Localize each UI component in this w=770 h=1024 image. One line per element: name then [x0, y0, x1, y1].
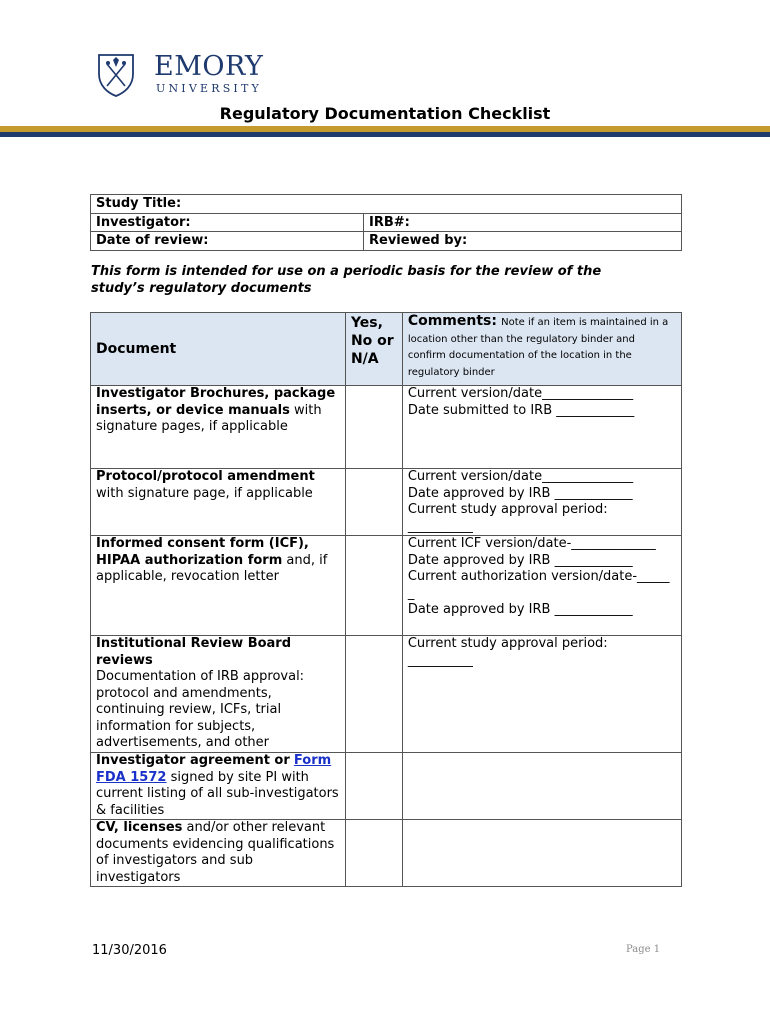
yes-no-na-cell[interactable]: [345, 636, 402, 753]
header-comments: [402, 313, 681, 386]
comment-line: Current version/date______________: [407, 469, 634, 484]
comments-cell[interactable]: [402, 386, 681, 469]
yes-no-na-cell[interactable]: [345, 820, 402, 887]
document-detail: signed by site PI with current listing of all sub-investigators & facilities: [96, 769, 339, 818]
comments-cell[interactable]: [402, 636, 681, 753]
logo-name: EMORY: [154, 51, 264, 82]
emory-shield-icon: [96, 52, 136, 98]
table-row: [91, 636, 682, 753]
date-of-review-field[interactable]: Date of review:: [91, 232, 364, 251]
header-yes-no-na: Yes, No or N/A: [345, 313, 402, 386]
checklist-table: [90, 312, 682, 887]
document-cell: [91, 753, 346, 820]
comment-line: Current authorization version/date-______: [407, 569, 670, 601]
table-row: [91, 820, 682, 887]
document-title: CV, licenses: [96, 820, 183, 835]
footer-date: 11/30/2016: [92, 943, 167, 958]
document-cell: [91, 820, 346, 887]
comment-line: Current ICF version/date-_____________: [407, 536, 656, 551]
header-comments-title: Comments:: [407, 313, 497, 329]
header-document: Document: [91, 313, 346, 386]
document-title: Investigator Brochures, package inserts, or device manuals: [96, 386, 336, 418]
comment-line: Current version/date______________: [407, 386, 634, 401]
header-band-blue: [0, 132, 770, 137]
document-detail: with signature pages, if applicable: [96, 402, 322, 434]
document-cell: [91, 536, 346, 636]
logo-subtitle: UNIVERSITY: [156, 82, 262, 95]
comment-line: Current study approval period: __________: [407, 502, 608, 534]
document-cell: [91, 636, 346, 753]
comment-line: Date approved by IRB ____________: [407, 552, 633, 568]
irb-field[interactable]: IRB#:: [364, 213, 682, 232]
intro-text: This form is intended for use on a periodic basis for the review of the study’s regulatory documents: [91, 264, 602, 296]
study-title-field[interactable]: Study Title:: [91, 195, 682, 214]
emory-logo: [96, 52, 276, 102]
form-fda-1572-link[interactable]: Form FDA 1572: [96, 753, 332, 785]
document-detail: with signature page, if applicable: [96, 485, 313, 501]
document-detail: Documentation of IRB approval: protocol and amendments, continuing review, ICFs, trial information for subjects, advertisements, and other: [96, 669, 305, 750]
footer-page-number: Page 1: [626, 944, 661, 955]
comments-cell[interactable]: [402, 753, 681, 820]
investigator-field[interactable]: Investigator:: [91, 213, 364, 232]
document-title: Informed consent form (ICF), HIPAA authorization form: [96, 536, 309, 568]
table-row: [91, 753, 682, 820]
document-title: Investigator agreement or: [96, 753, 290, 768]
comments-cell[interactable]: [402, 820, 681, 887]
document-detail: and/or other relevant documents evidencing qualifications of investigators and sub investigators: [96, 820, 335, 885]
table-row: [91, 469, 682, 536]
study-info-table: [90, 194, 682, 251]
comment-line: Date submitted to IRB ____________: [407, 402, 635, 418]
comments-cell[interactable]: [402, 469, 681, 536]
reviewed-by-field[interactable]: Reviewed by:: [364, 232, 682, 251]
checklist-header-row: [91, 313, 682, 386]
comment-line: Current study approval period: __________: [407, 636, 608, 668]
yes-no-na-cell[interactable]: [345, 753, 402, 820]
yes-no-na-cell[interactable]: [345, 469, 402, 536]
document-detail: and, if applicable, revocation letter: [96, 552, 328, 584]
header-comments-note: Note if an item is maintained in a location other than the regulatory binder and confirm documentation of the location in the regulatory binder: [407, 317, 669, 378]
table-row: [91, 536, 682, 636]
table-row: [91, 386, 682, 469]
comment-line: Date approved by IRB ____________: [407, 485, 633, 501]
document-cell: [91, 386, 346, 469]
document-title: Institutional Review Board reviews: [96, 636, 292, 668]
document-title: Protocol/protocol amendment: [96, 469, 315, 484]
comment-line: Date approved by IRB ____________: [407, 602, 633, 617]
comments-cell[interactable]: [402, 536, 681, 636]
page-title: Regulatory Documentation Checklist: [219, 104, 551, 123]
document-cell: [91, 469, 346, 536]
yes-no-na-cell[interactable]: [345, 386, 402, 469]
yes-no-na-cell[interactable]: [345, 536, 402, 636]
